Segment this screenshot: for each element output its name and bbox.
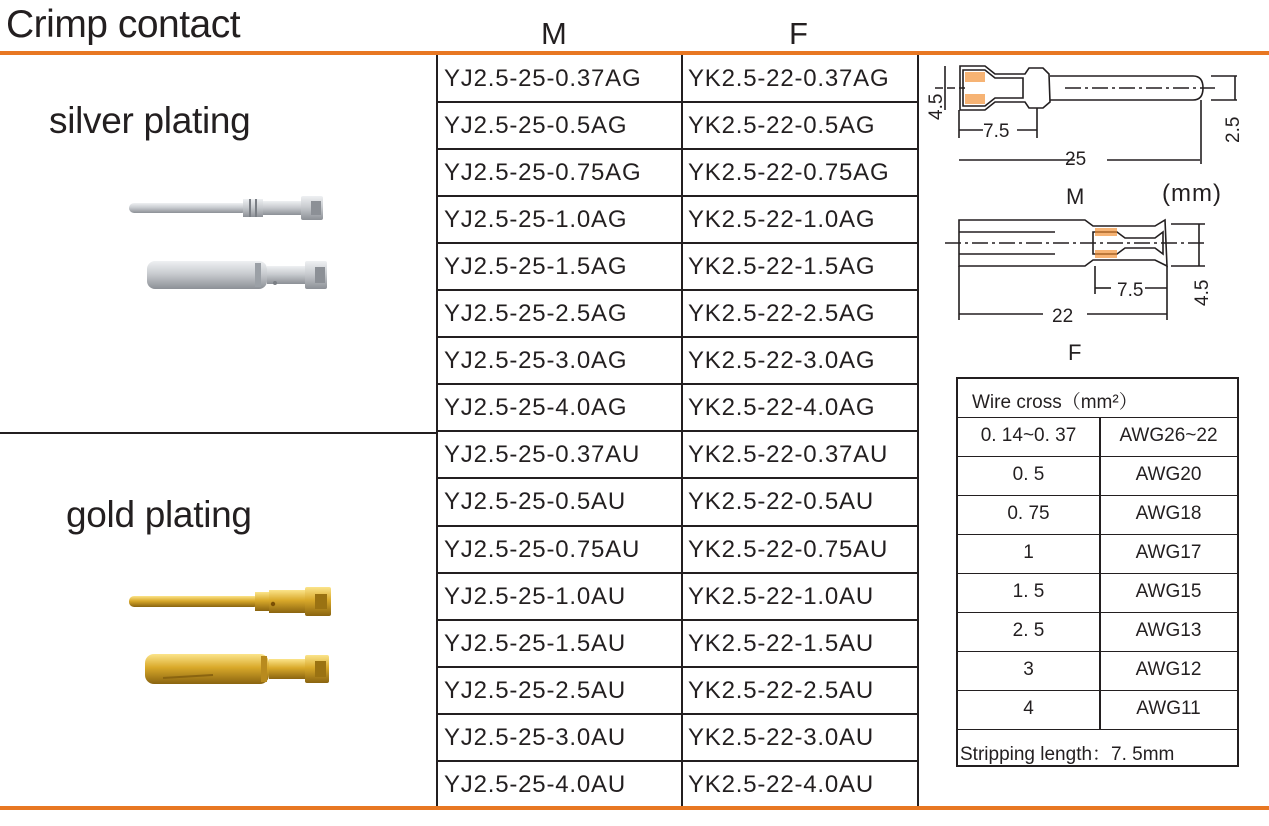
group-label-gold: gold plating: [66, 494, 252, 535]
part-number-f: YK2.5-22-1.0AU: [688, 582, 874, 610]
wire-cross-value: 0. 14~0. 37: [980, 425, 1077, 446]
wire-table-row-divider: [958, 495, 1237, 496]
awg-value: AWG18: [1135, 503, 1202, 524]
awg-value: AWG17: [1135, 542, 1202, 563]
part-number-f: YK2.5-22-0.75AG: [688, 159, 890, 187]
wire-table-footer: Stripping length：7. 5mm: [960, 744, 1175, 765]
wire-cross-value: 4: [1023, 698, 1034, 719]
table-row-divider: [437, 383, 919, 385]
wire-table-row-divider: [958, 456, 1237, 457]
part-number-f: YK2.5-22-4.0AG: [688, 394, 876, 422]
table-row-divider: [437, 572, 919, 574]
top-orange-divider: [0, 51, 1269, 55]
awg-value: AWG12: [1135, 659, 1202, 680]
part-number-m: YJ2.5-25-3.0AG: [444, 347, 628, 375]
female-crimp-length-dim: 7.5: [1117, 280, 1144, 301]
table-row-divider: [437, 525, 919, 527]
female-contact-drawing: [945, 210, 1215, 325]
table-row-divider: [437, 336, 919, 338]
awg-value: AWG11: [1136, 698, 1201, 719]
part-number-f: YK2.5-22-0.5AG: [688, 112, 876, 140]
part-number-m: YJ2.5-25-2.5AG: [444, 300, 628, 328]
part-number-f: YK2.5-22-1.5AG: [688, 253, 876, 281]
part-number-m: YJ2.5-25-1.5AU: [444, 629, 626, 657]
wire-table-row-divider: [958, 417, 1237, 418]
table-row-divider: [437, 477, 919, 479]
part-number-f: YK2.5-22-4.0AU: [688, 770, 874, 798]
table-row-divider: [437, 619, 919, 621]
part-number-m: YJ2.5-25-0.75AU: [444, 535, 641, 563]
wire-table-row-divider: [958, 534, 1237, 535]
part-number-f: YK2.5-22-2.5AU: [688, 676, 874, 704]
wire-table-row-divider: [958, 651, 1237, 652]
part-number-m: YJ2.5-25-0.37AG: [444, 65, 642, 92]
wire-cross-value: 1: [1023, 542, 1034, 563]
awg-value: AWG13: [1135, 620, 1202, 641]
female-drawing-label: F: [1068, 340, 1082, 365]
table-row-divider: [437, 195, 919, 197]
wire-cross-value: 0. 5: [1012, 464, 1045, 485]
wire-table-row-divider: [958, 729, 1237, 730]
gold-male-pin-image: [125, 582, 335, 622]
table-row-divider: [437, 289, 919, 291]
part-number-m: YJ2.5-25-1.0AU: [444, 582, 626, 610]
table-row-divider: [437, 713, 919, 715]
wire-cross-table: [956, 377, 1239, 767]
part-number-m: YJ2.5-25-0.5AG: [444, 112, 628, 140]
part-number-f: YK2.5-22-0.5AU: [688, 488, 874, 516]
table-row-divider: [437, 760, 919, 762]
silver-female-socket-image: [145, 255, 330, 295]
part-number-f: YK2.5-22-0.37AU: [688, 441, 889, 469]
wire-cross-value: 1. 5: [1012, 581, 1045, 602]
gold-female-socket-image: [143, 648, 333, 690]
table-row-divider: [437, 148, 919, 150]
part-number-f: YK2.5-22-0.37AG: [688, 65, 890, 92]
part-number-m: YJ2.5-25-2.5AU: [444, 676, 626, 704]
male-drawing-label: M: [1066, 184, 1085, 209]
part-number-m: YJ2.5-25-0.75AG: [444, 159, 642, 187]
part-number-m: YJ2.5-25-1.0AG: [444, 206, 628, 234]
table-row-divider: [437, 430, 919, 432]
wire-table-row-divider: [958, 573, 1237, 574]
wire-table-row-divider: [958, 612, 1237, 613]
table-row-divider: [437, 101, 919, 103]
male-crimp-length-dim: 7.5: [983, 121, 1010, 142]
part-number-f: YK2.5-22-3.0AG: [688, 347, 876, 375]
male-pin-diameter-dim: 2.5: [1223, 116, 1244, 143]
column-header-f: F: [789, 16, 808, 51]
bottom-orange-divider: [0, 806, 1269, 810]
wire-cross-value: 2. 5: [1012, 620, 1045, 641]
wire-table-row-divider: [958, 690, 1237, 691]
wire-cross-value: 0. 75: [1007, 503, 1050, 524]
female-diameter-dim: 4.5: [1192, 279, 1213, 306]
male-diameter-dim: 4.5: [926, 93, 947, 120]
wire-cross-value: 3: [1023, 659, 1034, 680]
part-number-f: YK2.5-22-2.5AG: [688, 300, 876, 328]
awg-value: AWG20: [1135, 464, 1202, 485]
column-header-m: M: [541, 16, 567, 51]
part-number-f: YK2.5-22-0.75AU: [688, 535, 889, 563]
part-number-m: YJ2.5-25-4.0AU: [444, 770, 626, 798]
part-number-f: YK2.5-22-3.0AU: [688, 723, 874, 751]
awg-value: AWG26~22: [1119, 425, 1218, 446]
group-label-silver: silver plating: [49, 100, 251, 141]
part-number-f: YK2.5-22-1.0AG: [688, 206, 876, 234]
unit-label: (mm): [1162, 180, 1222, 207]
part-number-m: YJ2.5-25-0.5AU: [444, 488, 626, 516]
female-total-length-dim: 22: [1052, 306, 1074, 327]
part-number-m: YJ2.5-25-4.0AG: [444, 394, 628, 422]
silver-male-pin-image: [125, 188, 325, 228]
part-number-m: YJ2.5-25-3.0AU: [444, 723, 626, 751]
part-number-m: YJ2.5-25-0.37AU: [444, 441, 641, 469]
table-row-divider: [437, 666, 919, 668]
group-divider: [0, 432, 437, 434]
wire-table-header: Wire cross（mm²）: [972, 392, 1138, 413]
table-row-divider: [437, 242, 919, 244]
part-number-m: YJ2.5-25-1.5AG: [444, 253, 628, 281]
page-title: Crimp contact: [6, 3, 241, 46]
part-number-f: YK2.5-22-1.5AU: [688, 629, 874, 657]
awg-value: AWG15: [1135, 581, 1202, 602]
male-total-length-dim: 25: [1065, 149, 1087, 170]
